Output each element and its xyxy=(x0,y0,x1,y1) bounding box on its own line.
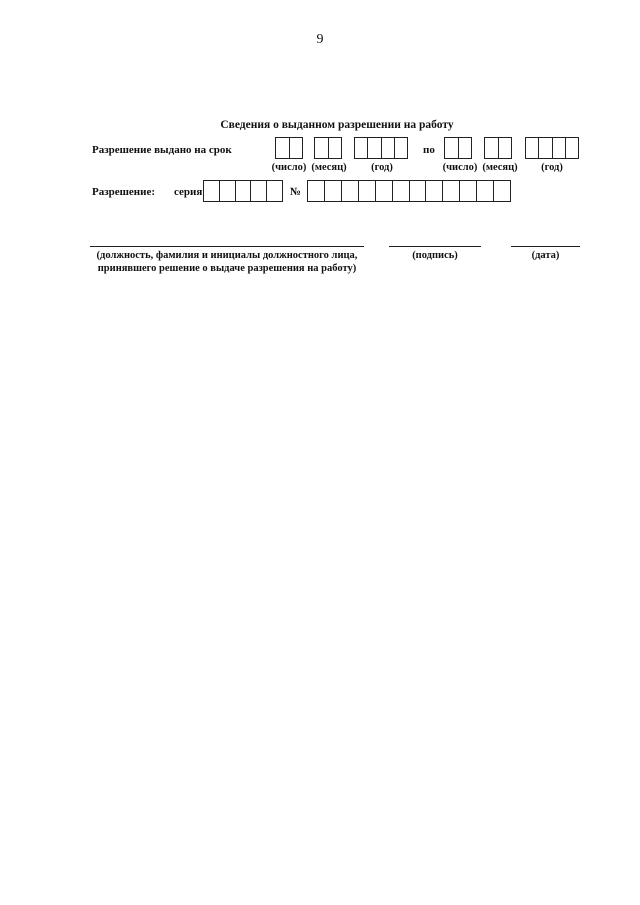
to-year-boxes[interactable] xyxy=(525,137,579,159)
from-day-boxes[interactable] xyxy=(275,137,303,159)
permit-term-separator: по xyxy=(423,144,435,156)
official-signature-line xyxy=(90,246,364,247)
date-caption: (дата) xyxy=(531,250,560,261)
number-boxes[interactable] xyxy=(307,180,511,202)
official-caption-line-2: принявшего решение о выдаче разрешения на работу) xyxy=(97,263,357,274)
from-month-boxes[interactable] xyxy=(314,137,342,159)
to-month-boxes[interactable] xyxy=(484,137,512,159)
sign-caption: (подпись) xyxy=(412,250,458,261)
page-number: 9 xyxy=(316,32,324,47)
from-year-caption: (год) xyxy=(371,162,393,173)
from-month-caption: (месяц) xyxy=(311,162,347,173)
to-year-caption: (год) xyxy=(541,162,563,173)
permit-label: Разрешение: xyxy=(92,186,156,198)
to-day-caption: (число) xyxy=(442,162,478,173)
official-caption-line-1: (должность, фамилия и инициалы должностного лица, xyxy=(96,250,358,261)
number-label: № xyxy=(290,186,302,198)
section-title: Сведения о выданном разрешении на работу xyxy=(220,119,454,131)
to-month-caption: (месяц) xyxy=(482,162,518,173)
permit-term-label: Разрешение выдано на срок xyxy=(92,144,232,156)
series-boxes[interactable] xyxy=(203,180,283,202)
official-caption xyxy=(90,249,364,275)
sign-line xyxy=(389,246,481,247)
series-label: серия xyxy=(174,186,203,198)
to-day-boxes[interactable] xyxy=(444,137,472,159)
from-day-caption: (число) xyxy=(271,162,307,173)
from-year-boxes[interactable] xyxy=(354,137,408,159)
date-line xyxy=(511,246,580,247)
